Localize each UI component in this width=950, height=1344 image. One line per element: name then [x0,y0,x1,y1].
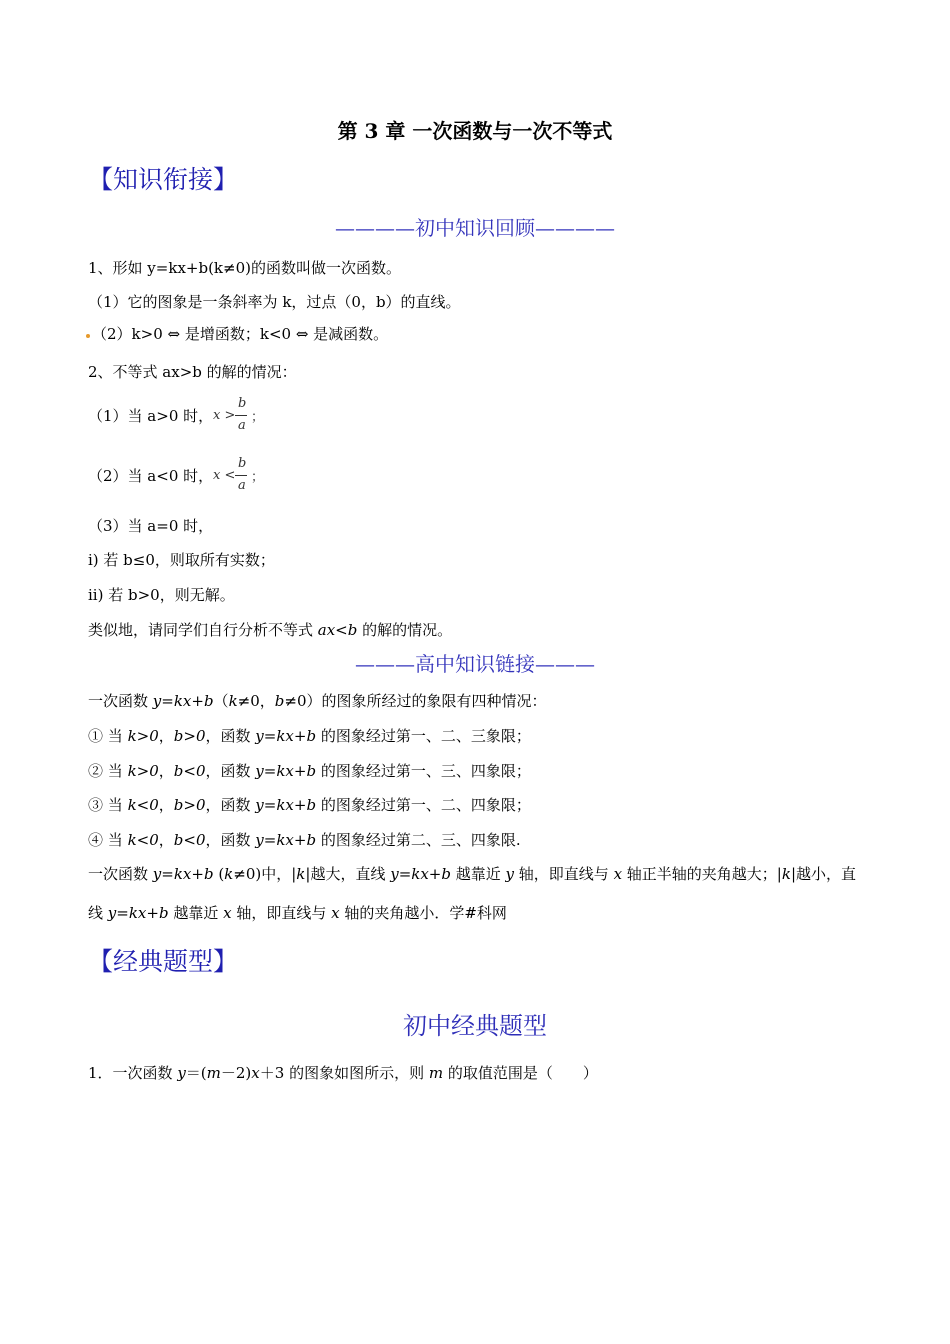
case-2-formula [213,456,273,500]
formula-tail: ； [251,470,265,485]
formula-lhs: x < [213,468,236,483]
slope-paragraph-line-2: 线 y=kx+b 越靠近 x 轴，即直线与 x 轴的夹角越小．学#科网 [88,904,507,922]
subheading-senior-link: ———高中知识链接——— [355,652,595,676]
inequality-heading: 2、不等式 ax>b 的解的情况： [88,363,297,381]
question-1: 1．一次函数 y＝(m－2)x＋3 的图象如图所示，则 m 的取值范围是（ ） [88,1064,598,1082]
quadrant-case: ③ 当 k<0，b>0，函数 y=kx+b 的图象经过第一、二、四象限； [88,796,531,814]
fraction-bar [235,415,247,416]
case-3-ii: ii) 若 b>0，则无解。 [88,586,235,604]
formula-tail: ； [251,410,265,425]
formula-numerator: b [238,396,247,411]
section-heading-knowledge: 【知识衔接】 [88,165,239,194]
quadrant-case: ① 当 k>0，b>0，函数 y=kx+b 的图象经过第一、二、三象限； [88,727,531,745]
case-3-text: （3）当 a=0 时， [88,517,214,535]
case-1-formula [213,396,273,440]
formula-denominator: a [238,478,246,493]
property-line-1: （1）它的图象是一条斜率为 k，过点（0，b）的直线。 [88,293,461,311]
junior-classic-heading: 初中经典题型 [403,1012,547,1040]
case-3-i: i) 若 b≤0，则取所有实数； [88,551,275,569]
marker-dot [86,334,90,338]
senior-intro: 一次函数 y=kx+b（k≠0，b≠0）的图象所经过的象限有四种情况： [88,692,547,710]
page-title: 第 3 章 一次函数与一次不等式 [337,119,613,143]
formula-numerator: b [238,456,247,471]
case-2-text: （2）当 a<0 时， [88,467,214,485]
fraction-bar [235,475,247,476]
case-1-text: （1）当 a>0 时， [88,407,214,425]
property-line-2: （2）k>0 ⇔ 是增函数；k<0 ⇔ 是减函数。 [92,325,389,343]
similar-exercise: 类似地，请同学们自行分析不等式 ax<b 的解的情况。 [88,621,453,639]
slope-paragraph-line-1: 一次函数 y=kx+b (k≠0)中，|k|越大，直线 y=kx+b 越靠近 y 轴，即直线与 x 轴正半轴的夹角越大；|k|越小，直 [88,865,857,883]
formula-denominator: a [238,418,246,433]
quadrant-case: ② 当 k>0，b<0，函数 y=kx+b 的图象经过第一、三、四象限； [88,762,531,780]
section-heading-classic: 【经典题型】 [88,947,239,976]
quadrant-case: ④ 当 k<0，b<0，函数 y=kx+b 的图象经过第二、三、四象限. [88,831,521,849]
definition-line: 1、形如 y=kx+b(k≠0)的函数叫做一次函数。 [88,259,401,277]
subheading-junior-review: ————初中知识回顾———— [335,216,615,240]
formula-lhs: x > [213,408,236,423]
